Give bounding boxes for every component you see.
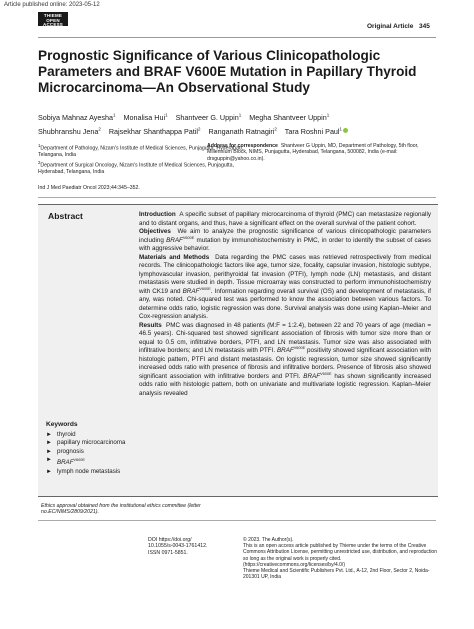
keywords-list (46, 431, 126, 476)
abstract-section: Objectives We aim to analyze the prognostic significance of various clinicopathologic parameters including $BRAF^{V600E}$ mutation by immunohistochemistry in PMC, in order to identify the subset of cases with aggressive behavior. (139, 228, 432, 252)
author[interactable]: Monalisa Hui$^1$ (123, 113, 168, 123)
author[interactable]: Shubhranshu Jena$^2$ (38, 126, 101, 137)
abstract-heading: Abstract (48, 211, 83, 221)
page-number: 345 (419, 23, 430, 30)
affiliation: $^2$Department of Surgical Oncology, Nizam's Institute of Medical Sciences, Punjagutta, Hyderabad, Telangana, India (38, 159, 234, 175)
affiliation: $^1$Department of Pathology, Nizam's Institute of Medical Sciences, Punjagutta, Hyderabad, Telangana, India (38, 143, 244, 159)
citation: Ind J Med Paediatr Oncol 2023;44:345–352. (38, 185, 140, 191)
author[interactable]: Tara Roshni Paul$^1$ (284, 126, 343, 137)
orcid-icon[interactable] (343, 128, 348, 133)
author-list (38, 110, 438, 138)
arrow-icon: ► (46, 448, 52, 455)
author[interactable]: Rajsekhar Shanthappa Patil$^2$ (108, 126, 201, 137)
issn-value: 0971-5851. (161, 549, 188, 556)
author[interactable]: Ranganath Ratnagiri$^2$ (208, 126, 277, 137)
abstract-section: Materials and Methods Data regarding the PMC cases was retrieved retrospectively from medical records. The clinicopathologic factors like age, tumor size, focality, capsular invasion, histologic subtype, lymphovascular invasion, perithyroidal fat invasion (PTFI), lymph node (LN) metastasis, and distant metastasis were studied in depth. Tissue microarray was constructed to perform immunohistochemistry with CK19 and $BRAF^{V600E}$. Information regarding overall survival (OS) and development of metastasis, if any, was noted. Chi-squared test was performed to know the association between various factors. To determine odds ratio, logistic regression was done. Survival analysis was done using Kaplan–Meier and Cox-regression analysis. (139, 253, 431, 320)
copyright: © 2023. The Author(s). (243, 537, 294, 543)
ethics-statement: Ethics approval obtained from the institutional ethics committee (letter no.EC/NIMS/2809/2021). (41, 503, 201, 516)
abstract-section: Introduction A specific subset of papillary microcarcinoma of thyroid (PMC) can metastasize regionally and to distant organs, and thus, have a significant effect on the overall survival of the patient cohort. (139, 211, 431, 227)
doi-block: DOI https://doi.org/ 10.1055/s-0043-1761412. ISSN 0971-5851. (148, 537, 208, 556)
header-divider (38, 37, 436, 38)
arrow-icon: ► (46, 440, 52, 447)
keyword: ► papillary microcarcinoma (46, 439, 126, 447)
arrow-icon: ► (46, 468, 52, 475)
license-text: This is an open access article published by Thieme under the terms of the Creative Commons Attribution License, permitting unrestricted use, distribution, and reproduction so long as the original work is properly cited. (https://creativecommons.org/licenses/by/4.0/) (243, 543, 437, 568)
footer-divider (38, 520, 436, 521)
author[interactable]: Sobiya Mahnaz Ayesha$^1$ (38, 113, 116, 123)
article-title: Prognostic Significance of Various Clinicopathologic Parameters and BRAF V600E Mutation in Papillary Thyroid Microcarcinoma—An Observational Study (38, 48, 417, 95)
correspondence-text: Shantveer G Uppin, MD, Department of Pathology, 5th floor, Millennium Block, NIMS, Punjagutta, Hyderabad, Telangana, 500082, India (e-mail: drsguppin@yahoo.co.in). (207, 143, 419, 162)
doi-link[interactable]: https://doi.org/ (158, 537, 192, 543)
author[interactable]: Megha Shantveer Uppin$^1$ (249, 113, 330, 123)
arrow-icon: ► (46, 432, 52, 438)
abstract-body (139, 211, 431, 398)
doi-value: 10.1055/s-0043-1761412. (148, 543, 208, 550)
published-date: Article published online: 2023-05-12 (4, 2, 100, 8)
publisher-address: Thieme Medical and Scientific Publishers Pvt. Ltd., A-12, 2nd Floor, Sector 2, Noida-201301 UP, India (243, 568, 430, 581)
keywords-heading: Keywords (46, 421, 78, 428)
author[interactable]: Shantveer G. Uppin$^1$ (175, 113, 242, 123)
license-block (243, 537, 443, 580)
abstract-section: Results PMC was diagnosed in 48 patients (M:F = 1:2.4), between 22 and 70 years of age (median = 46.5 years). Chi-squared test showed significant association of fibrosis with tumor size more than or equal to 0.5 cm, infiltrative borders, PTFI, and LN metastasis. Tumor size was also associated with infiltrative borders; and LN metastasis with PTFI. $BRAF^{V600E}$ positivity showed significant association with histologic pattern, PTFI and distant metastasis. On logistic regression, tumor size showed significantly increased odds ratio with presence of fibrosis and infiltrative borders. Presence of fibrosis also showed significant association with infiltrative borders and PTFI. $BRAF^{V600E}$ has shown significantly increased odds ratio with histologic pattern, both on univariate and multivariate logistic regression. Kaplan–Meier analysis revealed (139, 321, 431, 397)
arrow-icon: ► (46, 457, 52, 464)
divider (38, 197, 436, 198)
keyword: ► thyroid (46, 431, 76, 438)
article-type: Original Article (367, 23, 414, 30)
publisher-logo: THIEME OPEN ACCESS (38, 12, 68, 26)
keyword: ► prognosis (46, 447, 84, 455)
correspondence (207, 143, 439, 162)
keyword: ► lymph node metastasis (46, 467, 121, 475)
keyword: ► $BRAF^{V600E}$ (46, 457, 85, 467)
correspondence-label: Address for correspondence (207, 143, 278, 149)
